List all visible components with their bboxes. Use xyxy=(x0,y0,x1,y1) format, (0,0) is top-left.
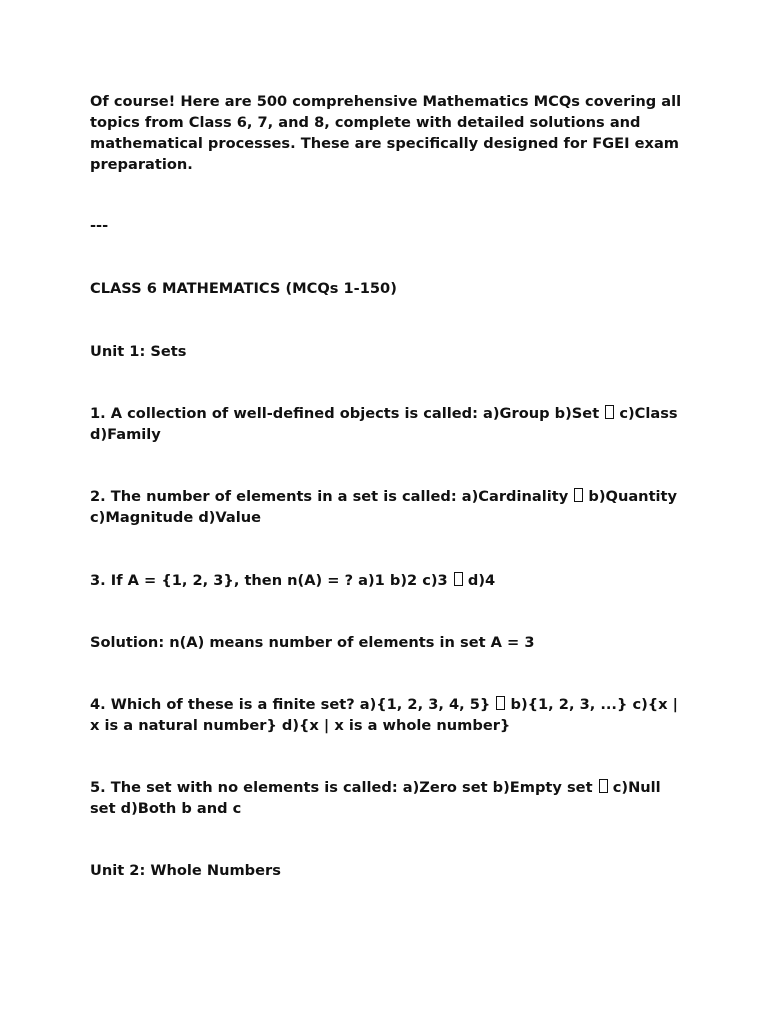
question-5-text-start: 5. The set with no elements is called: a)Zero set b)Empty set xyxy=(90,779,593,796)
answer-mark-icon xyxy=(599,779,608,793)
question-1 xyxy=(90,403,690,445)
question-4 xyxy=(90,694,690,736)
intro-paragraph: Of course! Here are 500 comprehensive Mathematics MCQs covering all topics from Class 6, 7, and 8, complete with detailed solutions and mathematical processes. These are specifically designed for FGEI exam preparation. xyxy=(90,93,682,173)
answer-mark-icon xyxy=(574,488,583,502)
question-5-text-end: c)Null set d)Both b and c xyxy=(90,779,661,817)
question-1-text-start: 1. A collection of well-defined objects is called: a)Group b)Set xyxy=(90,405,600,422)
question-4-text-start: 4. Which of these is a finite set? a){1, 2, 3, 4, 5} xyxy=(90,696,491,713)
question-3 xyxy=(90,570,690,591)
solution-3: Solution: n(A) means number of elements in set A = 3 xyxy=(90,634,535,651)
question-3-text-end: d)4 xyxy=(467,572,496,589)
question-3-text-start: 3. If A = {1, 2, 3}, then n(A) = ? a)1 b)2 c)3 xyxy=(90,572,448,589)
question-5 xyxy=(90,777,690,819)
answer-mark-icon xyxy=(496,696,505,710)
question-4-text-end: b){1, 2, 3, ...} c){x | x is a natural number} d){x | x is a whole number} xyxy=(90,696,678,734)
question-1-text-end: c)Class d)Family xyxy=(90,405,678,443)
question-2 xyxy=(90,486,690,528)
question-2-text-end: b)Quantity c)Magnitude d)Value xyxy=(90,488,678,526)
section-divider: --- xyxy=(90,217,109,234)
question-2-text-start: 2. The number of elements in a set is called: a)Cardinality xyxy=(90,488,569,505)
class-heading: CLASS 6 MATHEMATICS (MCQs 1-150) xyxy=(90,280,397,297)
unit-2-heading: Unit 2: Whole Numbers xyxy=(90,862,281,879)
answer-mark-icon xyxy=(454,572,463,586)
answer-mark-icon xyxy=(605,405,614,419)
unit-1-heading: Unit 1: Sets xyxy=(90,343,187,360)
